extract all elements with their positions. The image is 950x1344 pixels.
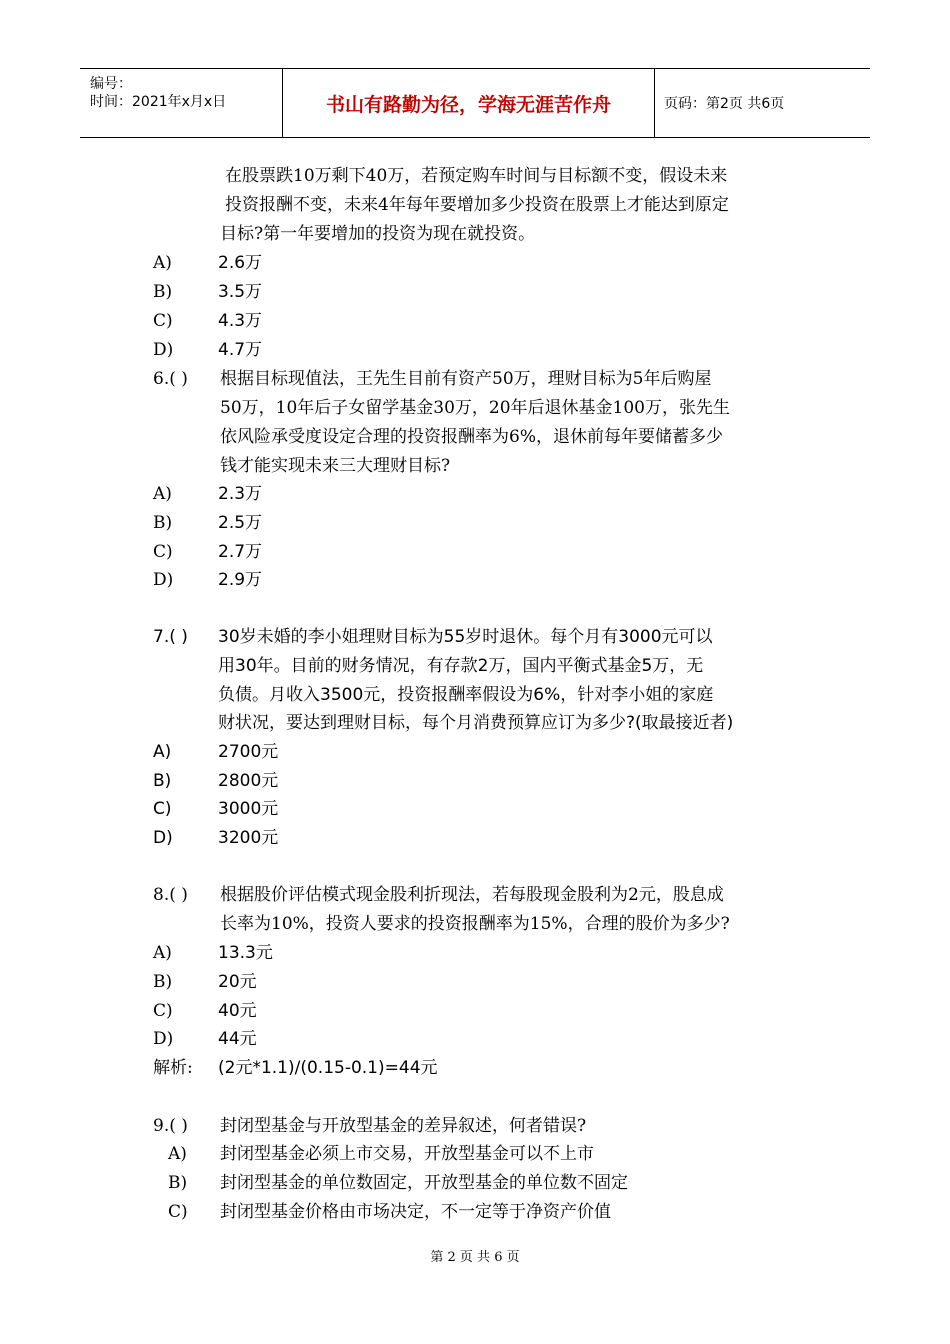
- q9-question: 封闭型基金与开放型基金的差异叙述，何者错误?: [220, 1116, 587, 1136]
- q8-line-2: 长率为10%，投资人要求的投资报酬率为15%，合理的股价为多少?: [220, 914, 730, 934]
- q6-option-a: 2.3万: [218, 484, 263, 504]
- q8-option-a: 13.3元: [218, 943, 273, 963]
- number-label: 编号：: [90, 76, 132, 92]
- q6-line-2: 50万，10年后子女留学基金30万，20年后退休基金100万，张先生: [220, 398, 730, 418]
- q8-option-c-label: C): [153, 1001, 173, 1021]
- q5-option-c-label: C): [153, 311, 173, 331]
- q5-option-b: 3.5万: [218, 282, 263, 302]
- q6-number: 6.( ): [153, 369, 188, 389]
- q7-option-b: 2800元: [218, 771, 279, 791]
- q6-line-1: 根据目标现值法，王先生目前有资产50万，理财目标为5年后购屋: [220, 369, 712, 389]
- q5-option-a-label: A): [153, 253, 172, 273]
- q6-option-b-label: B): [153, 513, 173, 533]
- q8-option-b-label: B): [153, 972, 173, 992]
- q8-line-1: 根据股价评估模式现金股利折现法，若每股现金股利为2元，股息成: [220, 885, 724, 905]
- q6-option-d: 2.9万: [218, 570, 263, 590]
- q7-option-d-label: D): [153, 828, 173, 848]
- q8-option-d-label: D): [153, 1029, 174, 1049]
- q7-option-c-label: C): [153, 799, 172, 819]
- q8-option-a-label: A): [153, 943, 172, 963]
- q5-option-b-label: B): [153, 282, 173, 302]
- q6-line-4: 钱才能实现未来三大理财目标?: [220, 456, 451, 476]
- q7-line-4: 财状况，要达到理财目标，每个月消费预算应订为多少?(取最接近者): [218, 713, 734, 733]
- q7-line-3: 负债。月收入3500元，投资报酬率假设为6%，针对李小姐的家庭: [218, 685, 714, 705]
- page-footer: 第 2 页 共 6 页: [430, 1250, 520, 1265]
- q5-option-c: 4.3万: [218, 311, 263, 331]
- q7-option-b-label: B): [153, 771, 172, 791]
- q9-option-a: 封闭型基金必须上市交易，开放型基金可以不上市: [220, 1144, 594, 1164]
- header-motto: 书山有路勤为径，学海无涯苦作舟: [283, 69, 655, 137]
- q9-option-c: 封闭型基金价格由市场决定，不一定等于净资产价值: [220, 1202, 611, 1222]
- q6-option-b: 2.5万: [218, 513, 263, 533]
- q7-line-2: 用30年。目前的财务情况，有存款2万，国内平衡式基金5万，无: [218, 656, 704, 676]
- q8-option-d: 44元: [218, 1029, 257, 1049]
- q7-option-c: 3000元: [218, 799, 279, 819]
- q7-option-d: 3200元: [218, 828, 279, 848]
- q8-analysis: (2元*1.1)/(0.15-0.1)=44元: [218, 1058, 438, 1078]
- q5-option-d-label: D): [153, 340, 174, 360]
- q5-option-d: 4.7万: [218, 340, 263, 360]
- q9-option-b-label: B): [168, 1173, 188, 1193]
- q9-option-a-label: A): [168, 1144, 187, 1164]
- q9-number: 9.( ): [153, 1116, 188, 1136]
- q7-option-a-label: A): [153, 742, 172, 762]
- q5-line-1: 在股票跌10万剩下40万，若预定购车时间与目标额不变，假设未来: [225, 166, 728, 186]
- q9-option-b: 封闭型基金的单位数固定，开放型基金的单位数不固定: [220, 1173, 628, 1193]
- q8-option-b: 20元: [218, 972, 257, 992]
- q7-line-1: 30岁未婚的李小姐理财目标为55岁时退休。每个月有3000元可以: [218, 627, 713, 647]
- q7-number: 7.( ): [153, 627, 188, 647]
- q8-option-c: 40元: [218, 1001, 257, 1021]
- q8-number: 8.( ): [153, 885, 188, 905]
- q5-option-a: 2.6万: [218, 253, 263, 273]
- q6-line-3: 依风险承受度设定合理的投资报酬率为6%，退休前每年要储蓄多少: [220, 427, 723, 447]
- page-label: 页码：第2页 共6页: [664, 96, 785, 112]
- q7-option-a: 2700元: [218, 742, 279, 762]
- q5-line-2: 投资报酬不变，未来4年每年要增加多少投资在股票上才能达到原定: [225, 195, 729, 215]
- q6-option-c-label: C): [153, 542, 173, 562]
- q9-option-c-label: C): [168, 1202, 188, 1222]
- date-label: 时间：2021年x月x日: [90, 94, 227, 110]
- page-header: [80, 68, 870, 138]
- q6-option-a-label: A): [153, 484, 172, 504]
- q6-option-c: 2.7万: [218, 542, 263, 562]
- q8-analysis-label: 解析:: [153, 1058, 193, 1078]
- header-meta-cell: [80, 69, 283, 137]
- q5-line-3: 目标?第一年要增加的投资为现在就投资。: [220, 224, 536, 244]
- q6-option-d-label: D): [153, 570, 174, 590]
